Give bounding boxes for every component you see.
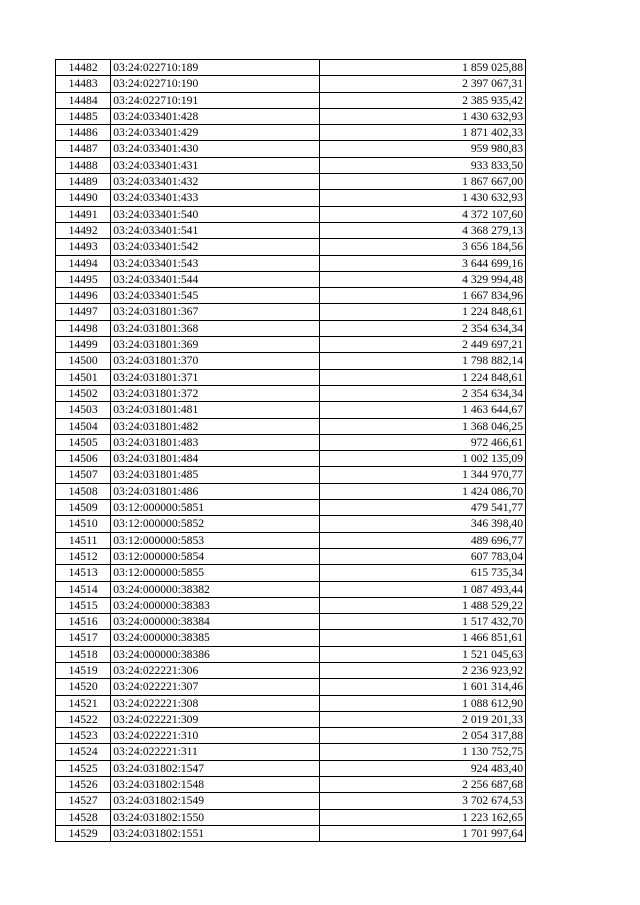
table-row <box>56 418 526 434</box>
row-number: 14492 <box>56 222 111 238</box>
table-row <box>56 467 526 483</box>
cadastral-number: 03:24:000000:38386 <box>111 646 320 662</box>
cadastral-value: 2 054 317,88 <box>320 728 526 744</box>
row-number: 14490 <box>56 190 111 206</box>
cadastral-number: 03:24:031801:372 <box>111 385 320 401</box>
cadastral-number: 03:24:033401:544 <box>111 271 320 287</box>
table-row <box>56 353 526 369</box>
row-number: 14521 <box>56 695 111 711</box>
cadastral-number: 03:24:022221:310 <box>111 728 320 744</box>
table-row <box>56 304 526 320</box>
cadastral-number: 03:24:031801:367 <box>111 304 320 320</box>
row-number: 14522 <box>56 711 111 727</box>
row-number: 14519 <box>56 662 111 678</box>
table-row <box>56 728 526 744</box>
row-number: 14501 <box>56 369 111 385</box>
cadastral-number: 03:24:033401:433 <box>111 190 320 206</box>
table-row <box>56 402 526 418</box>
row-number: 14488 <box>56 157 111 173</box>
cadastral-value: 1 488 529,22 <box>320 597 526 613</box>
table-row <box>56 646 526 662</box>
row-number: 14487 <box>56 141 111 157</box>
row-number: 14518 <box>56 646 111 662</box>
cadastral-number: 03:24:031801:485 <box>111 467 320 483</box>
row-number: 14502 <box>56 385 111 401</box>
cadastral-value: 1 601 314,46 <box>320 679 526 695</box>
cadastral-value: 1 424 086,70 <box>320 483 526 499</box>
row-number: 14510 <box>56 516 111 532</box>
cadastral-value: 3 644 699,16 <box>320 255 526 271</box>
cadastral-number: 03:24:031801:486 <box>111 483 320 499</box>
row-number: 14528 <box>56 809 111 825</box>
row-number: 14491 <box>56 206 111 222</box>
table-row <box>56 60 526 76</box>
row-number: 14505 <box>56 434 111 450</box>
cadastral-number: 03:24:022710:190 <box>111 76 320 92</box>
table-row <box>56 222 526 238</box>
table-row <box>56 385 526 401</box>
cadastral-number: 03:24:033401:431 <box>111 157 320 173</box>
cadastral-number: 03:24:033401:542 <box>111 239 320 255</box>
table-row <box>56 451 526 467</box>
table-row <box>56 206 526 222</box>
row-number: 14493 <box>56 239 111 255</box>
table-row <box>56 337 526 353</box>
cadastral-number: 03:24:033401:429 <box>111 125 320 141</box>
cadastral-number: 03:24:022221:306 <box>111 662 320 678</box>
cadastral-number: 03:24:033401:545 <box>111 288 320 304</box>
table-row <box>56 597 526 613</box>
table-row <box>56 320 526 336</box>
table-row <box>56 500 526 516</box>
cadastral-number: 03:24:031801:369 <box>111 337 320 353</box>
cadastral-number: 03:24:000000:38383 <box>111 597 320 613</box>
row-number: 14520 <box>56 679 111 695</box>
cadastral-number: 03:24:031802:1549 <box>111 793 320 809</box>
cadastral-value: 959 980,83 <box>320 141 526 157</box>
cadastral-value: 4 329 994,48 <box>320 271 526 287</box>
table-row <box>56 630 526 646</box>
cadastral-value: 1 798 882,14 <box>320 353 526 369</box>
row-number: 14513 <box>56 565 111 581</box>
cadastral-value: 615 735,34 <box>320 565 526 581</box>
cadastral-number: 03:24:031801:371 <box>111 369 320 385</box>
cadastral-number: 03:12:000000:5851 <box>111 500 320 516</box>
row-number: 14483 <box>56 76 111 92</box>
cadastral-value: 2 019 201,33 <box>320 711 526 727</box>
cadastral-value: 4 372 107,60 <box>320 206 526 222</box>
cadastral-value: 1 667 834,96 <box>320 288 526 304</box>
row-number: 14525 <box>56 760 111 776</box>
row-number: 14511 <box>56 532 111 548</box>
cadastral-value: 1 521 045,63 <box>320 646 526 662</box>
cadastral-value: 1 002 135,09 <box>320 451 526 467</box>
table-row <box>56 92 526 108</box>
row-number: 14498 <box>56 320 111 336</box>
cadastral-value: 346 398,40 <box>320 516 526 532</box>
row-number: 14523 <box>56 728 111 744</box>
cadastral-value: 1 463 644,67 <box>320 402 526 418</box>
table-row <box>56 483 526 499</box>
row-number: 14527 <box>56 793 111 809</box>
row-number: 14489 <box>56 174 111 190</box>
row-number: 14514 <box>56 581 111 597</box>
table-row <box>56 174 526 190</box>
row-number: 14526 <box>56 777 111 793</box>
cadastral-number: 03:24:000000:38382 <box>111 581 320 597</box>
cadastral-number: 03:24:031801:482 <box>111 418 320 434</box>
table-row <box>56 271 526 287</box>
cadastral-number: 03:24:033401:540 <box>111 206 320 222</box>
row-number: 14524 <box>56 744 111 760</box>
table-row <box>56 760 526 776</box>
cadastral-value: 479 541,77 <box>320 500 526 516</box>
cadastral-number: 03:12:000000:5852 <box>111 516 320 532</box>
cadastral-value: 1 223 162,65 <box>320 809 526 825</box>
cadastral-value: 1 087 493,44 <box>320 581 526 597</box>
cadastral-value: 2 354 634,34 <box>320 385 526 401</box>
cadastral-value: 1 430 632,93 <box>320 190 526 206</box>
cadastral-value: 1 224 848,61 <box>320 304 526 320</box>
cadastral-number: 03:24:033401:432 <box>111 174 320 190</box>
row-number: 14484 <box>56 92 111 108</box>
cadastral-value: 972 466,61 <box>320 434 526 450</box>
row-number: 14500 <box>56 353 111 369</box>
table-row <box>56 565 526 581</box>
table-row <box>56 108 526 124</box>
cadastral-value: 2 449 697,21 <box>320 337 526 353</box>
row-number: 14496 <box>56 288 111 304</box>
table-body <box>56 60 526 842</box>
row-number: 14486 <box>56 125 111 141</box>
cadastral-value: 4 368 279,13 <box>320 222 526 238</box>
table-row <box>56 695 526 711</box>
cadastral-number: 03:24:031802:1547 <box>111 760 320 776</box>
table-row <box>56 581 526 597</box>
cadastral-value: 1 466 851,61 <box>320 630 526 646</box>
cadastral-value: 2 354 634,34 <box>320 320 526 336</box>
cadastral-value: 1 867 667,00 <box>320 174 526 190</box>
table-row <box>56 141 526 157</box>
table-row <box>56 434 526 450</box>
table-row <box>56 255 526 271</box>
cadastral-number: 03:12:000000:5854 <box>111 548 320 564</box>
row-number: 14509 <box>56 500 111 516</box>
row-number: 14494 <box>56 255 111 271</box>
row-number: 14495 <box>56 271 111 287</box>
cadastral-value: 2 385 935,42 <box>320 92 526 108</box>
row-number: 14508 <box>56 483 111 499</box>
table-row <box>56 711 526 727</box>
table-row <box>56 793 526 809</box>
table-row <box>56 532 526 548</box>
cadastral-value: 1 224 848,61 <box>320 369 526 385</box>
cadastral-number: 03:12:000000:5853 <box>111 532 320 548</box>
row-number: 14482 <box>56 60 111 76</box>
cadastral-value: 933 833,50 <box>320 157 526 173</box>
table-row <box>56 516 526 532</box>
cadastral-number: 03:24:022221:308 <box>111 695 320 711</box>
cadastral-value: 3 656 184,56 <box>320 239 526 255</box>
row-number: 14485 <box>56 108 111 124</box>
table-row <box>56 76 526 92</box>
cadastral-value: 1 517 432,70 <box>320 614 526 630</box>
cadastral-number: 03:24:031801:370 <box>111 353 320 369</box>
cadastral-value: 1 859 025,88 <box>320 60 526 76</box>
cadastral-value: 1 368 046,25 <box>320 418 526 434</box>
table-row <box>56 369 526 385</box>
cadastral-number: 03:24:022221:309 <box>111 711 320 727</box>
cadastral-number: 03:24:000000:38385 <box>111 630 320 646</box>
cadastral-value: 1 130 752,75 <box>320 744 526 760</box>
cadastral-number: 03:24:033401:543 <box>111 255 320 271</box>
table-row <box>56 809 526 825</box>
cadastral-number: 03:24:033401:541 <box>111 222 320 238</box>
table-row <box>56 288 526 304</box>
cadastral-value: 1 430 632,93 <box>320 108 526 124</box>
cadastral-value: 3 702 674,53 <box>320 793 526 809</box>
cadastral-number: 03:24:022221:307 <box>111 679 320 695</box>
table-row <box>56 157 526 173</box>
table-row <box>56 190 526 206</box>
cadastral-number: 03:24:031801:484 <box>111 451 320 467</box>
table-row <box>56 777 526 793</box>
cadastral-value: 1 701 997,64 <box>320 825 526 841</box>
cadastral-value: 489 696,77 <box>320 532 526 548</box>
cadastral-value-table <box>55 59 526 842</box>
cadastral-number: 03:24:000000:38384 <box>111 614 320 630</box>
cadastral-number: 03:24:033401:430 <box>111 141 320 157</box>
cadastral-number: 03:24:031802:1550 <box>111 809 320 825</box>
cadastral-number: 03:12:000000:5855 <box>111 565 320 581</box>
table-row <box>56 825 526 841</box>
table-row <box>56 239 526 255</box>
row-number: 14504 <box>56 418 111 434</box>
table-row <box>56 744 526 760</box>
table-row <box>56 662 526 678</box>
cadastral-number: 03:24:022221:311 <box>111 744 320 760</box>
cadastral-number: 03:24:031801:483 <box>111 434 320 450</box>
cadastral-value: 1 344 970,77 <box>320 467 526 483</box>
row-number: 14512 <box>56 548 111 564</box>
table-row <box>56 679 526 695</box>
row-number: 14507 <box>56 467 111 483</box>
cadastral-value: 1 088 612,90 <box>320 695 526 711</box>
row-number: 14529 <box>56 825 111 841</box>
table-row <box>56 614 526 630</box>
row-number: 14503 <box>56 402 111 418</box>
cadastral-value: 607 783,04 <box>320 548 526 564</box>
cadastral-value: 2 397 067,31 <box>320 76 526 92</box>
row-number: 14516 <box>56 614 111 630</box>
cadastral-number: 03:24:031802:1548 <box>111 777 320 793</box>
cadastral-number: 03:24:031802:1551 <box>111 825 320 841</box>
row-number: 14506 <box>56 451 111 467</box>
cadastral-value: 2 256 687,68 <box>320 777 526 793</box>
table-row <box>56 548 526 564</box>
row-number: 14517 <box>56 630 111 646</box>
cadastral-number: 03:24:022710:189 <box>111 60 320 76</box>
table-row <box>56 125 526 141</box>
cadastral-value: 1 871 402,33 <box>320 125 526 141</box>
cadastral-number: 03:24:022710:191 <box>111 92 320 108</box>
row-number: 14515 <box>56 597 111 613</box>
cadastral-number: 03:24:033401:428 <box>111 108 320 124</box>
row-number: 14497 <box>56 304 111 320</box>
cadastral-number: 03:24:031801:481 <box>111 402 320 418</box>
row-number: 14499 <box>56 337 111 353</box>
cadastral-value: 2 236 923,92 <box>320 662 526 678</box>
cadastral-number: 03:24:031801:368 <box>111 320 320 336</box>
cadastral-value: 924 483,40 <box>320 760 526 776</box>
